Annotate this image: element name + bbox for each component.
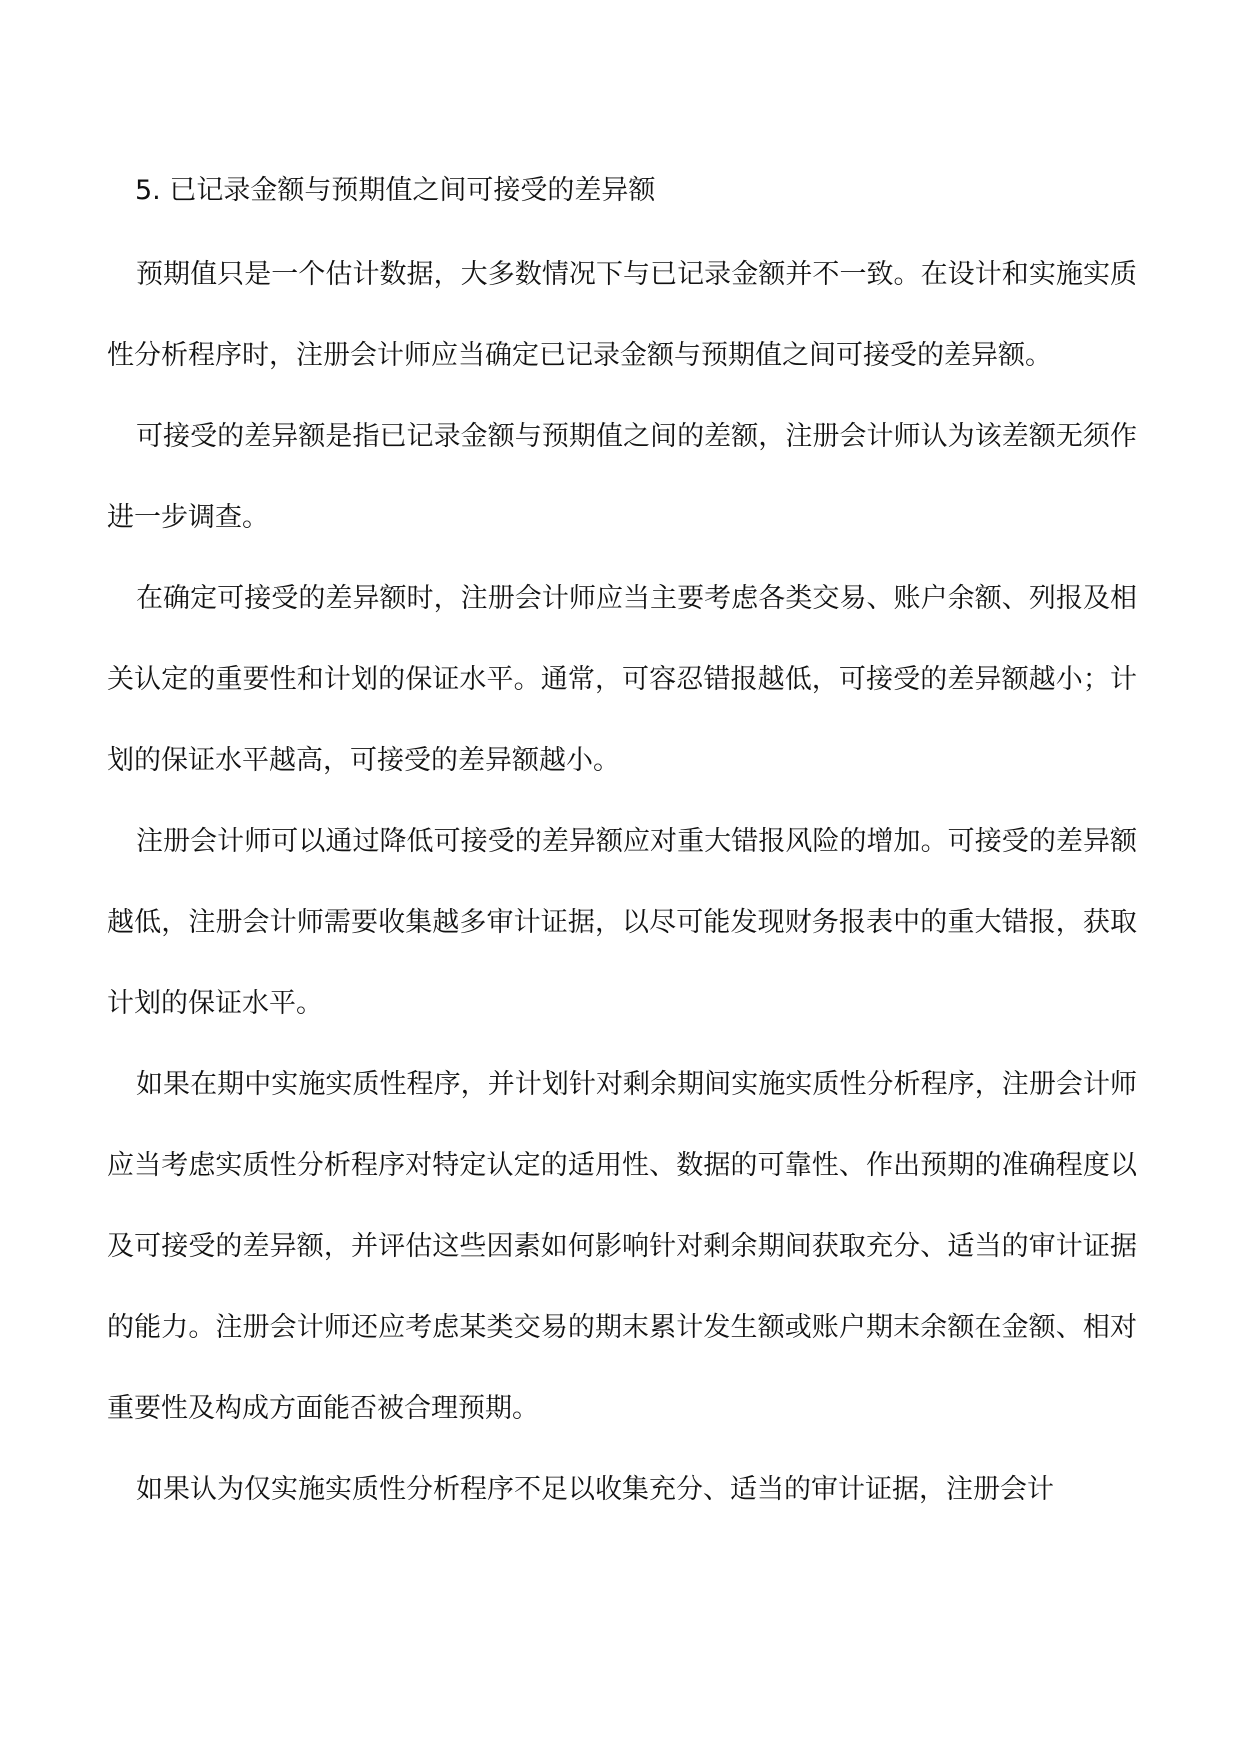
- paragraph-risk-response: 注册会计师可以通过降低可接受的差异额应对重大错报风险的增加。可接受的差异额越低，注册会计师需要收集越多审计证据，以尽可能发现财务报表中的重大错报，获取计划的保证水平。: [107, 826, 1137, 1019]
- paragraph-insufficient-evidence: 如果认为仅实施实质性分析程序不足以收集充分、适当的审计证据，注册会计: [136, 1474, 1054, 1505]
- paragraph-expected-value: 预期值只是一个估计数据，大多数情况下与已记录金额并不一致。在设计和实施实质性分析程序时，注册会计师应当确定已记录金额与预期值之间可接受的差异额。: [107, 259, 1137, 371]
- paragraph-considerations: 在确定可接受的差异额时，注册会计师应当主要考虑各类交易、账户余额、列报及相关认定的重要性和计划的保证水平。通常，可容忍错报越低，可接受的差异额越小；计划的保证水平越高，可接受的差异额越小。: [107, 583, 1137, 776]
- document-body: [107, 160, 1137, 1530]
- paragraph-definition: 可接受的差异额是指已记录金额与预期值之间的差额，注册会计师认为该差额无须作进一步调查。: [107, 421, 1137, 533]
- section-heading: 5. 已记录金额与预期值之间可接受的差异额: [135, 175, 656, 206]
- paragraph-interim-testing: 如果在期中实施实质性程序，并计划针对剩余期间实施实质性分析程序，注册会计师应当考虑实质性分析程序对特定认定的适用性、数据的可靠性、作出预期的准确程度以及可接受的差异额，并评估这些因素如何影响针对剩余期间获取充分、适当的审计证据的能力。注册会计师还应考虑某类交易的期末累计发生额或账户期末余额在金额、相对重要性及构成方面能否被合理预期。: [107, 1069, 1137, 1424]
